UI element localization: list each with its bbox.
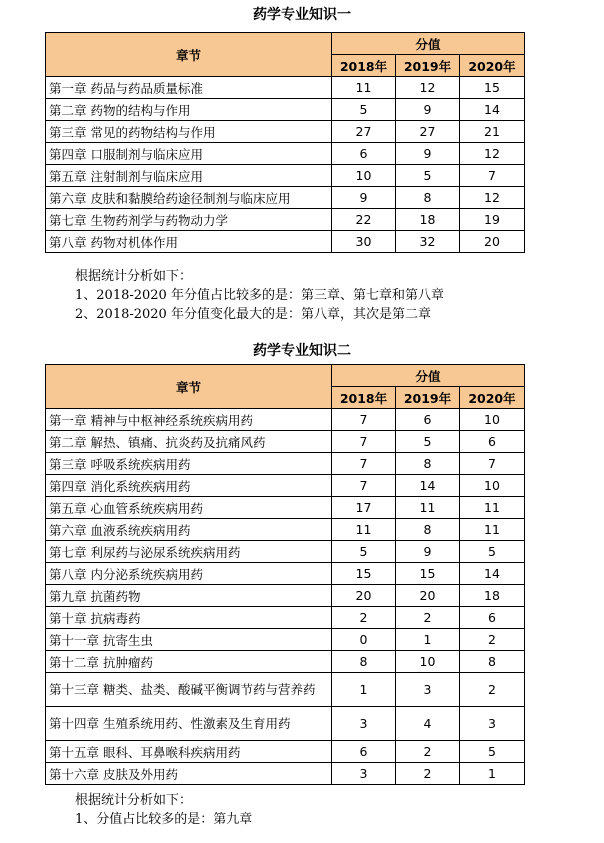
score-2018: 15 xyxy=(332,563,396,585)
score-2018: 3 xyxy=(332,763,396,785)
score-2020: 12 xyxy=(460,143,525,165)
table-row xyxy=(46,741,525,763)
score-2019: 11 xyxy=(396,497,460,519)
score-2019: 32 xyxy=(396,231,460,253)
score-2020: 6 xyxy=(460,607,525,629)
notes-heading: 根据统计分析如下： xyxy=(75,269,193,284)
header-score: 分值 xyxy=(332,33,525,55)
chapter-cell: 第九章 抗菌药物 xyxy=(46,585,332,607)
score-2020: 11 xyxy=(460,519,525,541)
score-2018: 30 xyxy=(332,231,396,253)
header-year-2018: 2018年 xyxy=(332,387,396,409)
score-2019: 8 xyxy=(396,187,460,209)
table-row xyxy=(46,607,525,629)
score-2019: 20 xyxy=(396,585,460,607)
chapter-cell: 第六章 皮肤和黏膜给药途径制剂与临床应用 xyxy=(46,187,332,209)
score-2018: 22 xyxy=(332,209,396,231)
score-2020: 11 xyxy=(460,497,525,519)
score-2018: 2 xyxy=(332,607,396,629)
chapter-cell: 第十一章 抗寄生虫 xyxy=(46,629,332,651)
score-2020: 8 xyxy=(460,651,525,673)
score-2019: 9 xyxy=(396,99,460,121)
chapter-cell: 第一章 精神与中枢神经系统疾病用药 xyxy=(46,409,332,431)
chapter-cell: 第一章 药品与药品质量标准 xyxy=(46,77,332,99)
score-2020: 5 xyxy=(460,541,525,563)
score-2020: 10 xyxy=(460,409,525,431)
score-2019: 5 xyxy=(396,431,460,453)
score-2018: 6 xyxy=(332,741,396,763)
chapter-cell: 第七章 利尿药与泌尿系统疾病用药 xyxy=(46,541,332,563)
header-year-2019: 2019年 xyxy=(396,55,460,77)
score-2020: 3 xyxy=(460,707,525,741)
table-row xyxy=(46,165,525,187)
table-row xyxy=(46,629,525,651)
score-2019: 1 xyxy=(396,629,460,651)
score-2020: 6 xyxy=(460,431,525,453)
table-row xyxy=(46,143,525,165)
chapter-cell: 第四章 消化系统疾病用药 xyxy=(46,475,332,497)
score-2018: 0 xyxy=(332,629,396,651)
score-2019: 27 xyxy=(396,121,460,143)
header-year-2020: 2020年 xyxy=(460,55,525,77)
score-2018: 6 xyxy=(332,143,396,165)
score-2018: 11 xyxy=(332,519,396,541)
chapter-cell: 第十三章 糖类、盐类、酸碱平衡调节药与营养药 xyxy=(46,673,332,707)
score-2019: 9 xyxy=(396,541,460,563)
table-row xyxy=(46,187,525,209)
chapter-cell: 第二章 药物的结构与作用 xyxy=(46,99,332,121)
table-row xyxy=(46,651,525,673)
table-row xyxy=(46,77,525,99)
table-row xyxy=(46,519,525,541)
score-2019: 9 xyxy=(396,143,460,165)
header-chapter: 章节 xyxy=(46,365,332,409)
score-2020: 18 xyxy=(460,585,525,607)
table-row xyxy=(46,121,525,143)
score-2020: 5 xyxy=(460,741,525,763)
score-2019: 4 xyxy=(396,707,460,741)
chapter-cell: 第三章 常见的药物结构与作用 xyxy=(46,121,332,143)
score-2019: 6 xyxy=(396,409,460,431)
header-score: 分值 xyxy=(332,365,525,387)
score-2018: 11 xyxy=(332,77,396,99)
table-row xyxy=(46,453,525,475)
section1-notes xyxy=(75,267,444,324)
score-2020: 1 xyxy=(460,763,525,785)
score-2020: 14 xyxy=(460,99,525,121)
score-2018: 17 xyxy=(332,497,396,519)
table-row xyxy=(46,541,525,563)
header-chapter: 章节 xyxy=(46,33,332,77)
score-2019: 2 xyxy=(396,607,460,629)
table-row xyxy=(46,497,525,519)
table-row xyxy=(46,763,525,785)
chapter-cell: 第八章 内分泌系统疾病用药 xyxy=(46,563,332,585)
score-2020: 15 xyxy=(460,77,525,99)
score-2020: 7 xyxy=(460,165,525,187)
table-row xyxy=(46,475,525,497)
table-row xyxy=(46,409,525,431)
score-2019: 8 xyxy=(396,453,460,475)
score-2018: 27 xyxy=(332,121,396,143)
score-2018: 10 xyxy=(332,165,396,187)
table-row xyxy=(46,231,525,253)
score-2020: 14 xyxy=(460,563,525,585)
chapter-cell: 第六章 血液系统疾病用药 xyxy=(46,519,332,541)
chapter-cell: 第五章 心血管系统疾病用药 xyxy=(46,497,332,519)
table-row xyxy=(46,585,525,607)
chapter-cell: 第七章 生物药剂学与药物动力学 xyxy=(46,209,332,231)
table-pharmacy-knowledge-two xyxy=(45,364,525,785)
score-2019: 14 xyxy=(396,475,460,497)
table-row xyxy=(46,707,525,741)
section2-notes xyxy=(75,791,252,829)
score-2018: 9 xyxy=(332,187,396,209)
chapter-cell: 第十六章 皮肤及外用药 xyxy=(46,763,332,785)
score-2020: 2 xyxy=(460,629,525,651)
table-row xyxy=(46,431,525,453)
note-item: 1、2018-2020 年分值占比较多的是：第三章、第七章和第八章 xyxy=(75,288,444,303)
score-2019: 5 xyxy=(396,165,460,187)
score-2018: 20 xyxy=(332,585,396,607)
score-2020: 7 xyxy=(460,453,525,475)
note-item: 2、2018-2020 年分值变化最大的是：第八章，其次是第二章 xyxy=(75,307,431,322)
chapter-cell: 第十五章 眼科、耳鼻喉科疾病用药 xyxy=(46,741,332,763)
notes-heading: 根据统计分析如下： xyxy=(75,793,193,808)
score-2019: 18 xyxy=(396,209,460,231)
table-pharmacy-knowledge-one xyxy=(45,32,525,253)
score-2020: 20 xyxy=(460,231,525,253)
score-2018: 3 xyxy=(332,707,396,741)
table-row xyxy=(46,99,525,121)
note-item: 1、分值占比较多的是：第九章 xyxy=(75,812,253,827)
score-2019: 3 xyxy=(396,673,460,707)
chapter-cell: 第三章 呼吸系统疾病用药 xyxy=(46,453,332,475)
score-2020: 19 xyxy=(460,209,525,231)
table-row xyxy=(46,673,525,707)
score-2018: 7 xyxy=(332,431,396,453)
score-2020: 21 xyxy=(460,121,525,143)
header-year-2019: 2019年 xyxy=(396,387,460,409)
score-2018: 7 xyxy=(332,453,396,475)
header-year-2020: 2020年 xyxy=(460,387,525,409)
score-2019: 2 xyxy=(396,763,460,785)
score-2018: 5 xyxy=(332,541,396,563)
chapter-cell: 第五章 注射制剂与临床应用 xyxy=(46,165,332,187)
chapter-cell: 第十二章 抗肿瘤药 xyxy=(46,651,332,673)
score-2020: 2 xyxy=(460,673,525,707)
chapter-cell: 第十章 抗病毒药 xyxy=(46,607,332,629)
score-2019: 12 xyxy=(396,77,460,99)
table-row xyxy=(46,209,525,231)
chapter-cell: 第四章 口服制剂与临床应用 xyxy=(46,143,332,165)
score-2018: 7 xyxy=(332,409,396,431)
score-2018: 8 xyxy=(332,651,396,673)
score-2018: 7 xyxy=(332,475,396,497)
score-2018: 5 xyxy=(332,99,396,121)
score-2020: 10 xyxy=(460,475,525,497)
score-2019: 15 xyxy=(396,563,460,585)
table-row xyxy=(46,563,525,585)
chapter-cell: 第八章 药物对机体作用 xyxy=(46,231,332,253)
score-2020: 12 xyxy=(460,187,525,209)
chapter-cell: 第二章 解热、镇痛、抗炎药及抗痛风药 xyxy=(46,431,332,453)
score-2019: 8 xyxy=(396,519,460,541)
header-year-2018: 2018年 xyxy=(332,55,396,77)
score-2019: 10 xyxy=(396,651,460,673)
section1-title: 药学专业知识一 xyxy=(253,7,351,23)
score-2018: 1 xyxy=(332,673,396,707)
chapter-cell: 第十四章 生殖系统用药、性激素及生育用药 xyxy=(46,707,332,741)
score-2019: 2 xyxy=(396,741,460,763)
section2-title: 药学专业知识二 xyxy=(253,343,351,359)
